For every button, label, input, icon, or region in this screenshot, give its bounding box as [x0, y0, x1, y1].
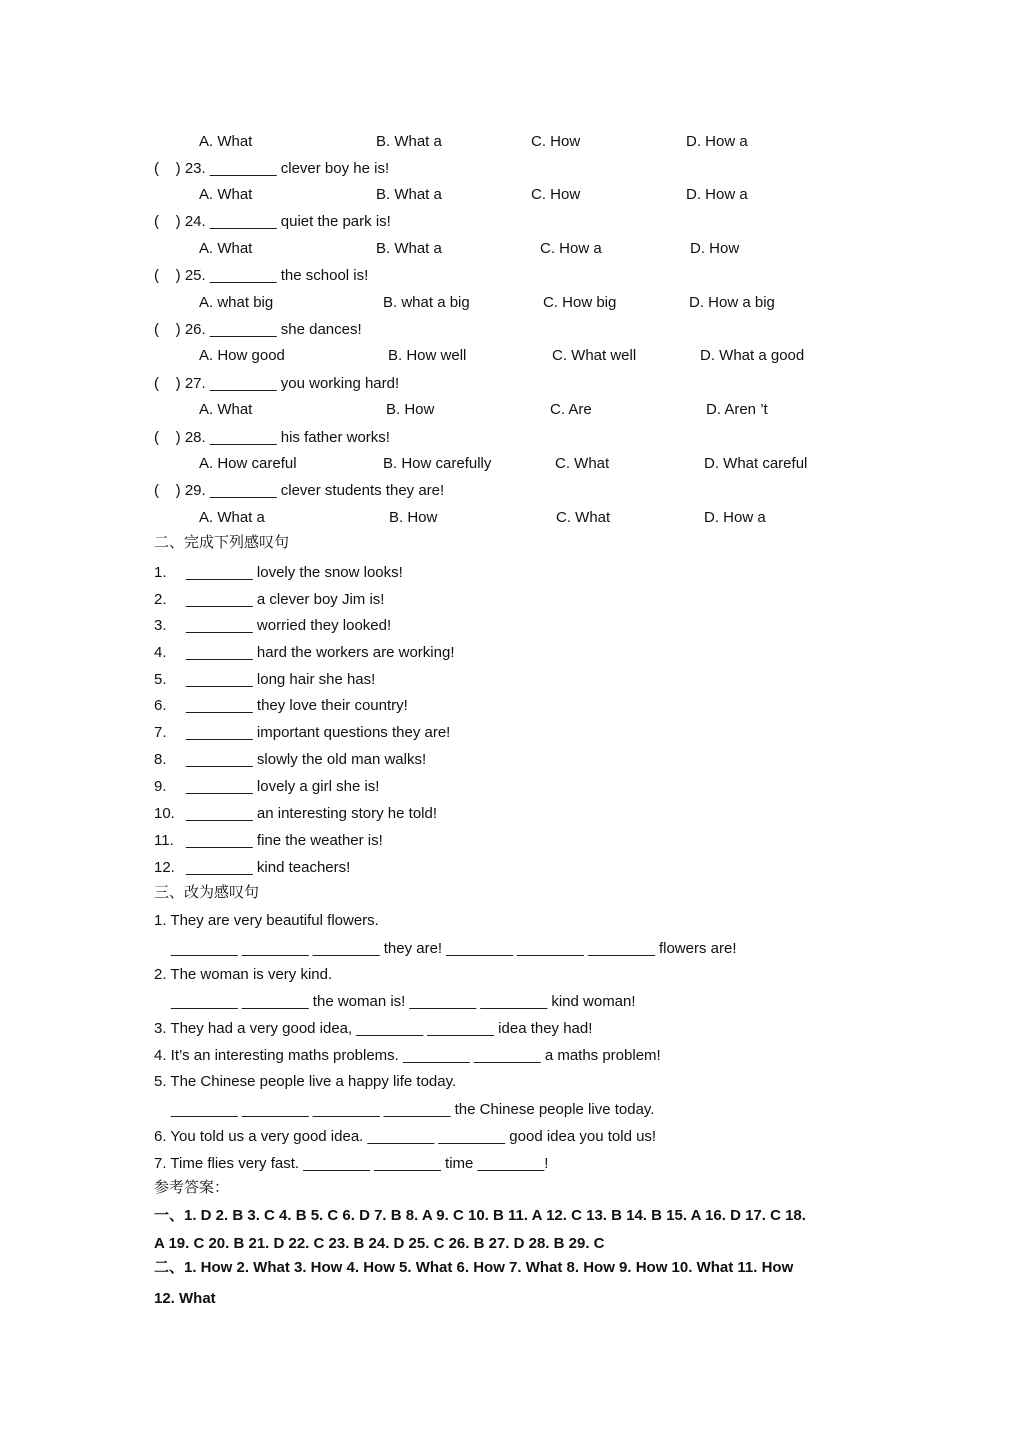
- exercise-line: 1. They are very beautiful flowers.: [154, 912, 379, 929]
- item-number: 2.: [154, 591, 167, 608]
- section-2-title: 二、完成下列感叹句: [154, 534, 290, 551]
- exercise-line: 2. The woman is very kind.: [154, 966, 333, 983]
- option-c: C. How big: [543, 294, 617, 311]
- option-d: D. How a: [686, 186, 748, 203]
- item-number: 7.: [154, 724, 167, 741]
- item-text: ________ long hair she has!: [186, 671, 376, 688]
- option-a: A. What: [199, 186, 253, 203]
- answer-line: 12. What: [154, 1290, 216, 1307]
- option-c: C. How: [531, 133, 581, 150]
- option-b: B. How carefully: [383, 455, 492, 472]
- exercise-line: 3. They had a very good idea, ________ ________ idea they had!: [154, 1020, 593, 1037]
- answer-line: 一、1. D 2. B 3. C 4. B 5. C 6. D 7. B 8. A 9. C 10. B 11. A 12. C 13. B 14. B 15. A 16. D 17. C 18.: [154, 1207, 806, 1224]
- option-c: C. How a: [540, 240, 602, 257]
- exercise-line: 7. Time flies very fast. ________ ________ time ________!: [154, 1155, 549, 1172]
- item-number: 6.: [154, 697, 167, 714]
- item-text: ________ an interesting story he told!: [186, 805, 438, 822]
- item-number: 8.: [154, 751, 167, 768]
- option-d: D. How: [690, 240, 740, 257]
- option-a: A. What: [199, 240, 253, 257]
- question-stem: ( ) 26. ________ she dances!: [154, 321, 362, 338]
- question-stem: ( ) 27. ________ you working hard!: [154, 375, 400, 392]
- item-number: 3.: [154, 617, 167, 634]
- item-text: ________ kind teachers!: [186, 859, 351, 876]
- question-stem: ( ) 25. ________ the school is!: [154, 267, 369, 284]
- item-number: 4.: [154, 644, 167, 661]
- section-3-title: 三、改为感叹句: [154, 884, 260, 901]
- option-a: A. What: [199, 133, 253, 150]
- option-b: B. What a: [376, 186, 442, 203]
- option-d: D. How a: [686, 133, 748, 150]
- answer-line: 二、1. How 2. What 3. How 4. How 5. What 6. How 7. What 8. How 9. How 10. What 11. How: [154, 1259, 794, 1276]
- question-stem: ( ) 29. ________ clever students they are!: [154, 482, 445, 499]
- option-c: C. What well: [552, 347, 637, 364]
- exercise-answer-line: ________ ________ ________ they are! ________ ________ ________ flowers are!: [171, 940, 737, 957]
- item-text: ________ a clever boy Jim is!: [186, 591, 385, 608]
- item-text: ________ fine the weather is!: [186, 832, 383, 849]
- exercise-line: 6. You told us a very good idea. ________ ________ good idea you told us!: [154, 1128, 657, 1145]
- question-stem: ( ) 24. ________ quiet the park is!: [154, 213, 391, 230]
- item-text: ________ hard the workers are working!: [186, 644, 455, 661]
- option-b: B. What a: [376, 133, 442, 150]
- option-d: D. How a: [704, 509, 766, 526]
- option-b: B. How: [386, 401, 435, 418]
- item-text: ________ lovely the snow looks!: [186, 564, 403, 581]
- option-a: A. what big: [199, 294, 274, 311]
- item-text: ________ important questions they are!: [186, 724, 451, 741]
- option-b: B. what a big: [383, 294, 470, 311]
- option-c: C. How: [531, 186, 581, 203]
- item-number: 1.: [154, 564, 167, 581]
- item-number: 9.: [154, 778, 167, 795]
- item-number: 5.: [154, 671, 167, 688]
- question-stem: ( ) 28. ________ his father works!: [154, 429, 390, 446]
- option-a: A. How good: [199, 347, 285, 364]
- option-a: A. What a: [199, 509, 265, 526]
- option-b: B. How: [389, 509, 438, 526]
- answers-title: 参考答案：: [154, 1179, 230, 1196]
- option-d: D. How a big: [689, 294, 775, 311]
- item-text: ________ lovely a girl she is!: [186, 778, 380, 795]
- answer-line: A 19. C 20. B 21. D 22. C 23. B 24. D 25. C 26. B 27. D 28. B 29. C: [154, 1235, 605, 1252]
- option-d: D. Aren ’t: [706, 401, 768, 418]
- option-b: B. How well: [388, 347, 467, 364]
- exercise-line: 4. It’s an interesting maths problems. ________ ________ a maths problem!: [154, 1047, 661, 1064]
- option-c: C. Are: [550, 401, 592, 418]
- exercise-answer-line: ________ ________ the woman is! ________ ________ kind woman!: [171, 993, 636, 1010]
- option-d: D. What a good: [700, 347, 805, 364]
- option-c: C. What: [556, 509, 611, 526]
- option-c: C. What: [555, 455, 610, 472]
- question-stem: ( ) 23. ________ clever boy he is!: [154, 160, 390, 177]
- option-d: D. What careful: [704, 455, 808, 472]
- option-a: A. What: [199, 401, 253, 418]
- item-text: ________ they love their country!: [186, 697, 408, 714]
- option-a: A. How careful: [199, 455, 297, 472]
- item-number: 12.: [154, 859, 175, 876]
- item-number: 10.: [154, 805, 175, 822]
- item-text: ________ slowly the old man walks!: [186, 751, 427, 768]
- item-number: 11.: [154, 832, 174, 849]
- exercise-line: 5. The Chinese people live a happy life today.: [154, 1073, 457, 1090]
- item-text: ________ worried they looked!: [186, 617, 392, 634]
- option-b: B. What a: [376, 240, 442, 257]
- exercise-answer-line: ________ ________ ________ ________ the Chinese people live today.: [171, 1101, 655, 1118]
